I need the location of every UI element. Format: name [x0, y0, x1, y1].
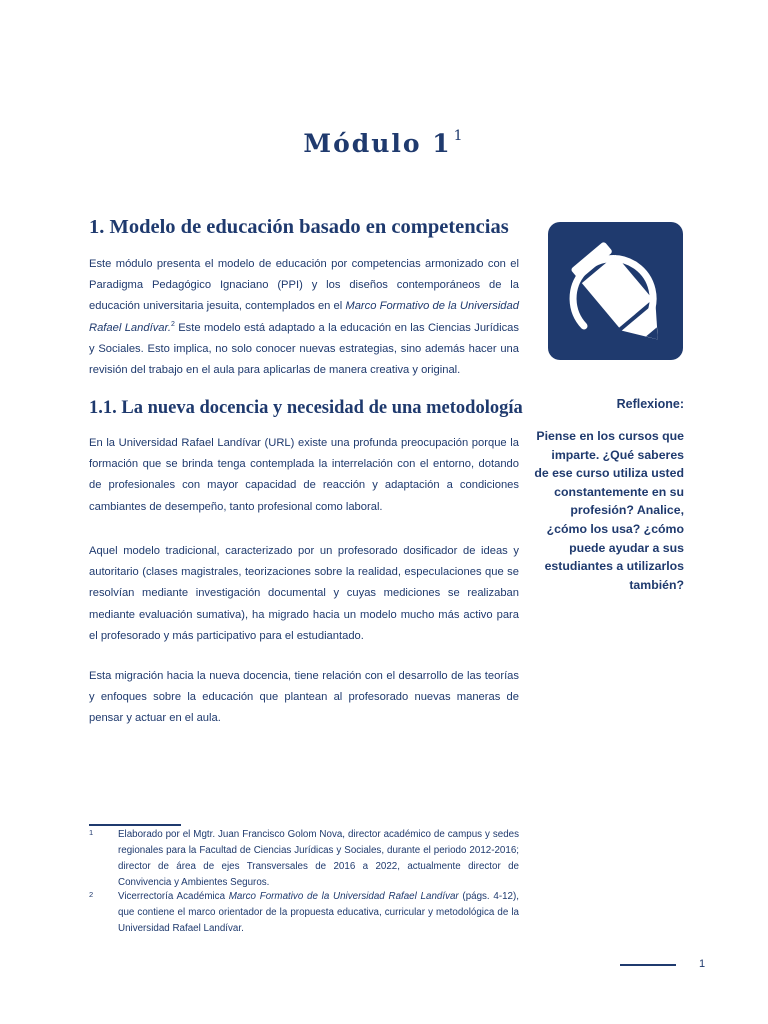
footnote-1 — [89, 827, 519, 891]
module-title — [0, 128, 768, 158]
section2-paragraph-1: En la Universidad Rafael Landívar (URL) existe una profunda preocupación porque la formación que se brinda tenga contemplada la interrelación con el entorno, dotando de profesionales con mayor capacidad de reacción y adaptación a condiciones cambiantes de desempeño, tanto profesional como laboral. — [89, 437, 519, 513]
footnote-text-italic: Marco Formativo de la Universidad Rafael Landívar — [228, 891, 459, 902]
section2-paragraph-3: Esta migración hacia la nueva docencia, tiene relación con el desarrollo de las teorías y enfoques sobre la educación que plantean al profesorado nuevas maneras de pensar y actuar en el aula. — [89, 670, 519, 725]
footnote-text-a: Vicerrectoría Académica — [118, 891, 229, 902]
footnote-ref-2[interactable]: 2 — [170, 320, 175, 328]
footnote-number: 2 — [89, 890, 94, 899]
footnote-2 — [89, 889, 519, 937]
footnote-number: 1 — [89, 828, 94, 837]
section2-paragraph-2: Aquel modelo tradicional, caracterizado por un profesorado dosificador de ideas y autoritario (clases magistrales, teorizaciones sobre la realidad, especulaciones que se resolvían mediante investigación documental y cuyas mediciones se realizaban mediante evaluación sumativa), ha migrado hacia un modelo mucho más activo para el profesorado y más participativo para el estudiantado. — [89, 545, 519, 642]
footnote-divider — [89, 824, 181, 826]
module-title-text: Módulo 1 — [303, 129, 452, 158]
footnote-text — [118, 889, 519, 937]
section-heading-1-1: 1.1. La nueva docencia y necesidad de una metodología — [89, 398, 523, 418]
footnote-text-b: (págs. 4-12), que contiene el marco orientador de la propuesta educativa, curricular y metodológica de la Universidad Rafael Landívar. — [118, 891, 519, 934]
module-footnote-ref[interactable]: 1 — [453, 128, 465, 144]
section1-text-italic: Marco Formativo de la Universidad Rafael Landívar. — [89, 300, 519, 334]
page-number: 1 — [699, 958, 706, 970]
pencil-icon — [548, 222, 683, 360]
section1-text-b: Este modelo está adaptado a la educación en las Ciencias Jurídicas y Sociales. Esto implica, no solo conocer nuevas estrategias, sino además hacer una revisión del trabajo en el aula para aplicarlas de manera creativa y original. — [89, 321, 519, 377]
reflection-label: Reflexione: — [616, 397, 684, 411]
footnote-text: Elaborado por el Mgtr. Juan Francisco Golom Nova, director académico de campus y sedes regionales para la Facultad de Ciencias Jurídicas y Sociales, durante el periodo 2012-2016; director de área de ejes Transversales de 2016 a 2022, actualmente director de Convivencia y Ambientes Seguros. — [118, 829, 519, 888]
section1-text-a: Este módulo presenta el modelo de educación por competencias armonizado con el Paradigma Pedagógico Ignaciano (PPI) y los diseños contemporáneos de la educación universitaria jesuita, contemplados en el — [89, 258, 519, 313]
section1-paragraph — [89, 254, 519, 381]
section-heading-1: 1. Modelo de educación basado en competencias — [89, 216, 509, 238]
reflection-text: Piense en los cursos que imparte. ¿Qué saberes de ese curso utiliza usted constantemente en su profesión? Analice, ¿cómo los usa? ¿cómo puede ayudar a sus estudiantes a utilizarlos también? — [534, 429, 684, 592]
page-number-rule — [620, 964, 676, 966]
